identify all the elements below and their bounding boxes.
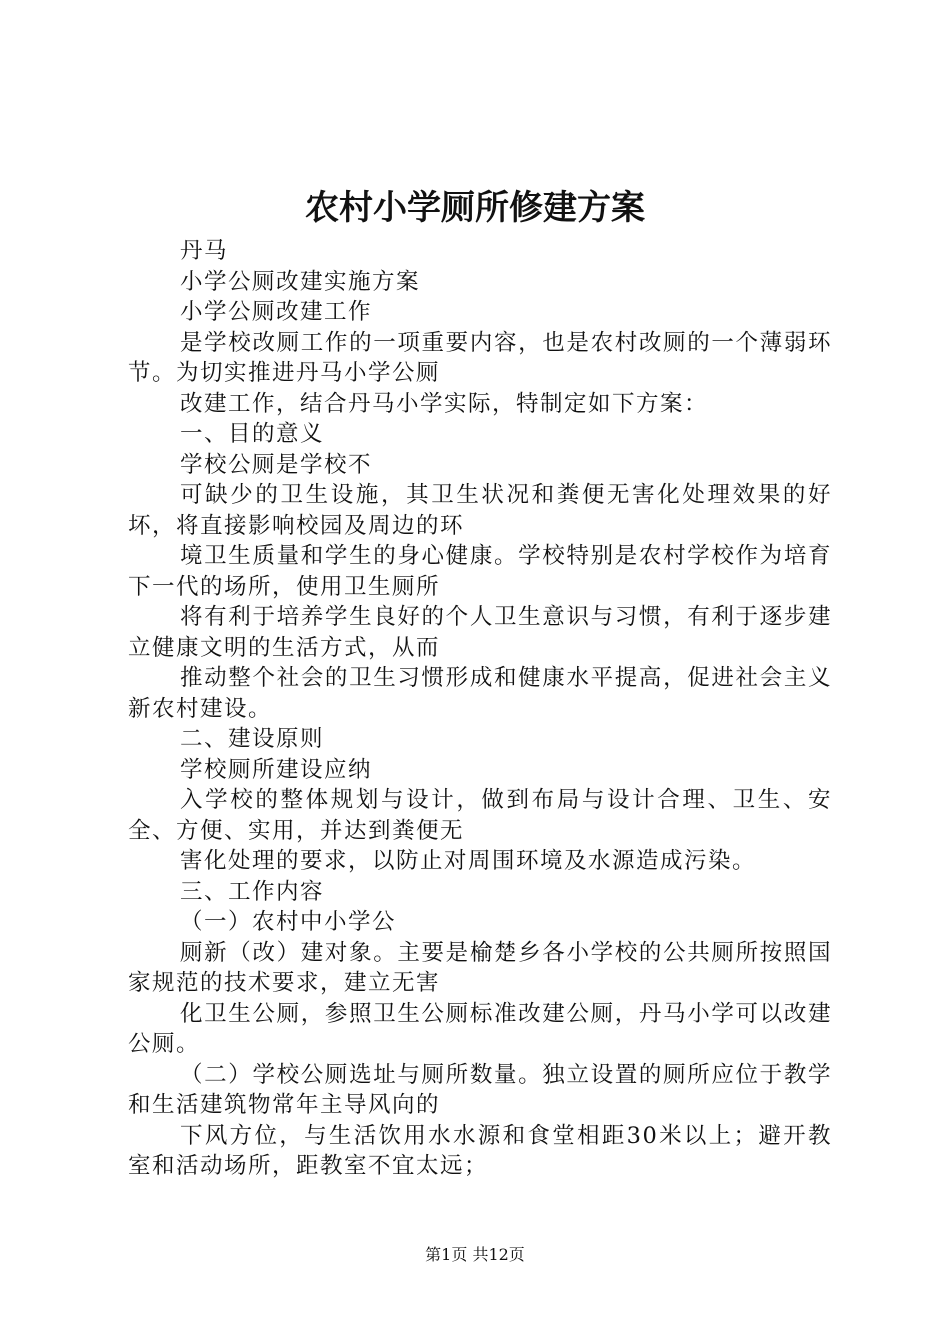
paragraph: 是学校改厕工作的一项重要内容，也是农村改厕的一个薄弱环节。为切实推进丹马小学公厕 (128, 329, 832, 386)
paragraph: 丹马 (180, 238, 229, 264)
paragraph: 境卫生质量和学生的身心健康。学校特别是农村学校作为培育下一代的场所，使用卫生厕所 (128, 543, 832, 600)
document-body (128, 236, 832, 1182)
paragraph: （一）农村中小学公 (180, 909, 397, 935)
paragraph: 害化处理的要求，以防止对周围环境及水源造成污染。 (180, 848, 757, 874)
paragraph: 学校厕所建设应纳 (180, 756, 373, 783)
document-title: 农村小学厕所修建方案 (305, 188, 645, 228)
paragraph: 下风方位，与生活饮用水水源和食堂相距30米以上；避开教室和活动场所，距教室不宜太远； (128, 1122, 832, 1179)
section-heading: 一、目的意义 (180, 421, 325, 447)
paragraph: 小学公厕改建实施方案 (180, 268, 421, 295)
paragraph: 可缺少的卫生设施，其卫生状况和粪便无害化处理效果的好坏，将直接影响校园及周边的环 (128, 482, 832, 539)
paragraph: 厕新（改）建对象。主要是榆楚乡各小学校的公共厕所按照国家规范的技术要求，建立无害 (128, 939, 832, 996)
paragraph: 推动整个社会的卫生习惯形成和健康水平提高，促进社会主义新农村建设。 (128, 665, 832, 722)
paragraph: 小学公厕改建工作 (180, 299, 373, 325)
paragraph: 入学校的整体规划与设计，做到布局与设计合理、卫生、安全、方便、实用，并达到粪便无 (128, 787, 832, 844)
paragraph: 学校公厕是学校不 (180, 451, 373, 478)
paragraph: （二）学校公厕选址与厕所数量。独立设置的厕所应位于教学和生活建筑物常年主导风向的 (128, 1061, 832, 1118)
section-heading: 二、建设原则 (180, 726, 325, 752)
page-footer: 第1页 共12页 (425, 1245, 525, 1264)
paragraph: 将有利于培养学生良好的个人卫生意识与习惯，有利于逐步建立健康文明的生活方式，从而 (128, 604, 832, 661)
section-heading: 三、工作内容 (180, 878, 325, 905)
paragraph: 改建工作，结合丹马小学实际，特制定如下方案： (180, 390, 709, 417)
paragraph: 化卫生公厕，参照卫生公厕标准改建公厕，丹马小学可以改建公厕。 (128, 1000, 832, 1057)
